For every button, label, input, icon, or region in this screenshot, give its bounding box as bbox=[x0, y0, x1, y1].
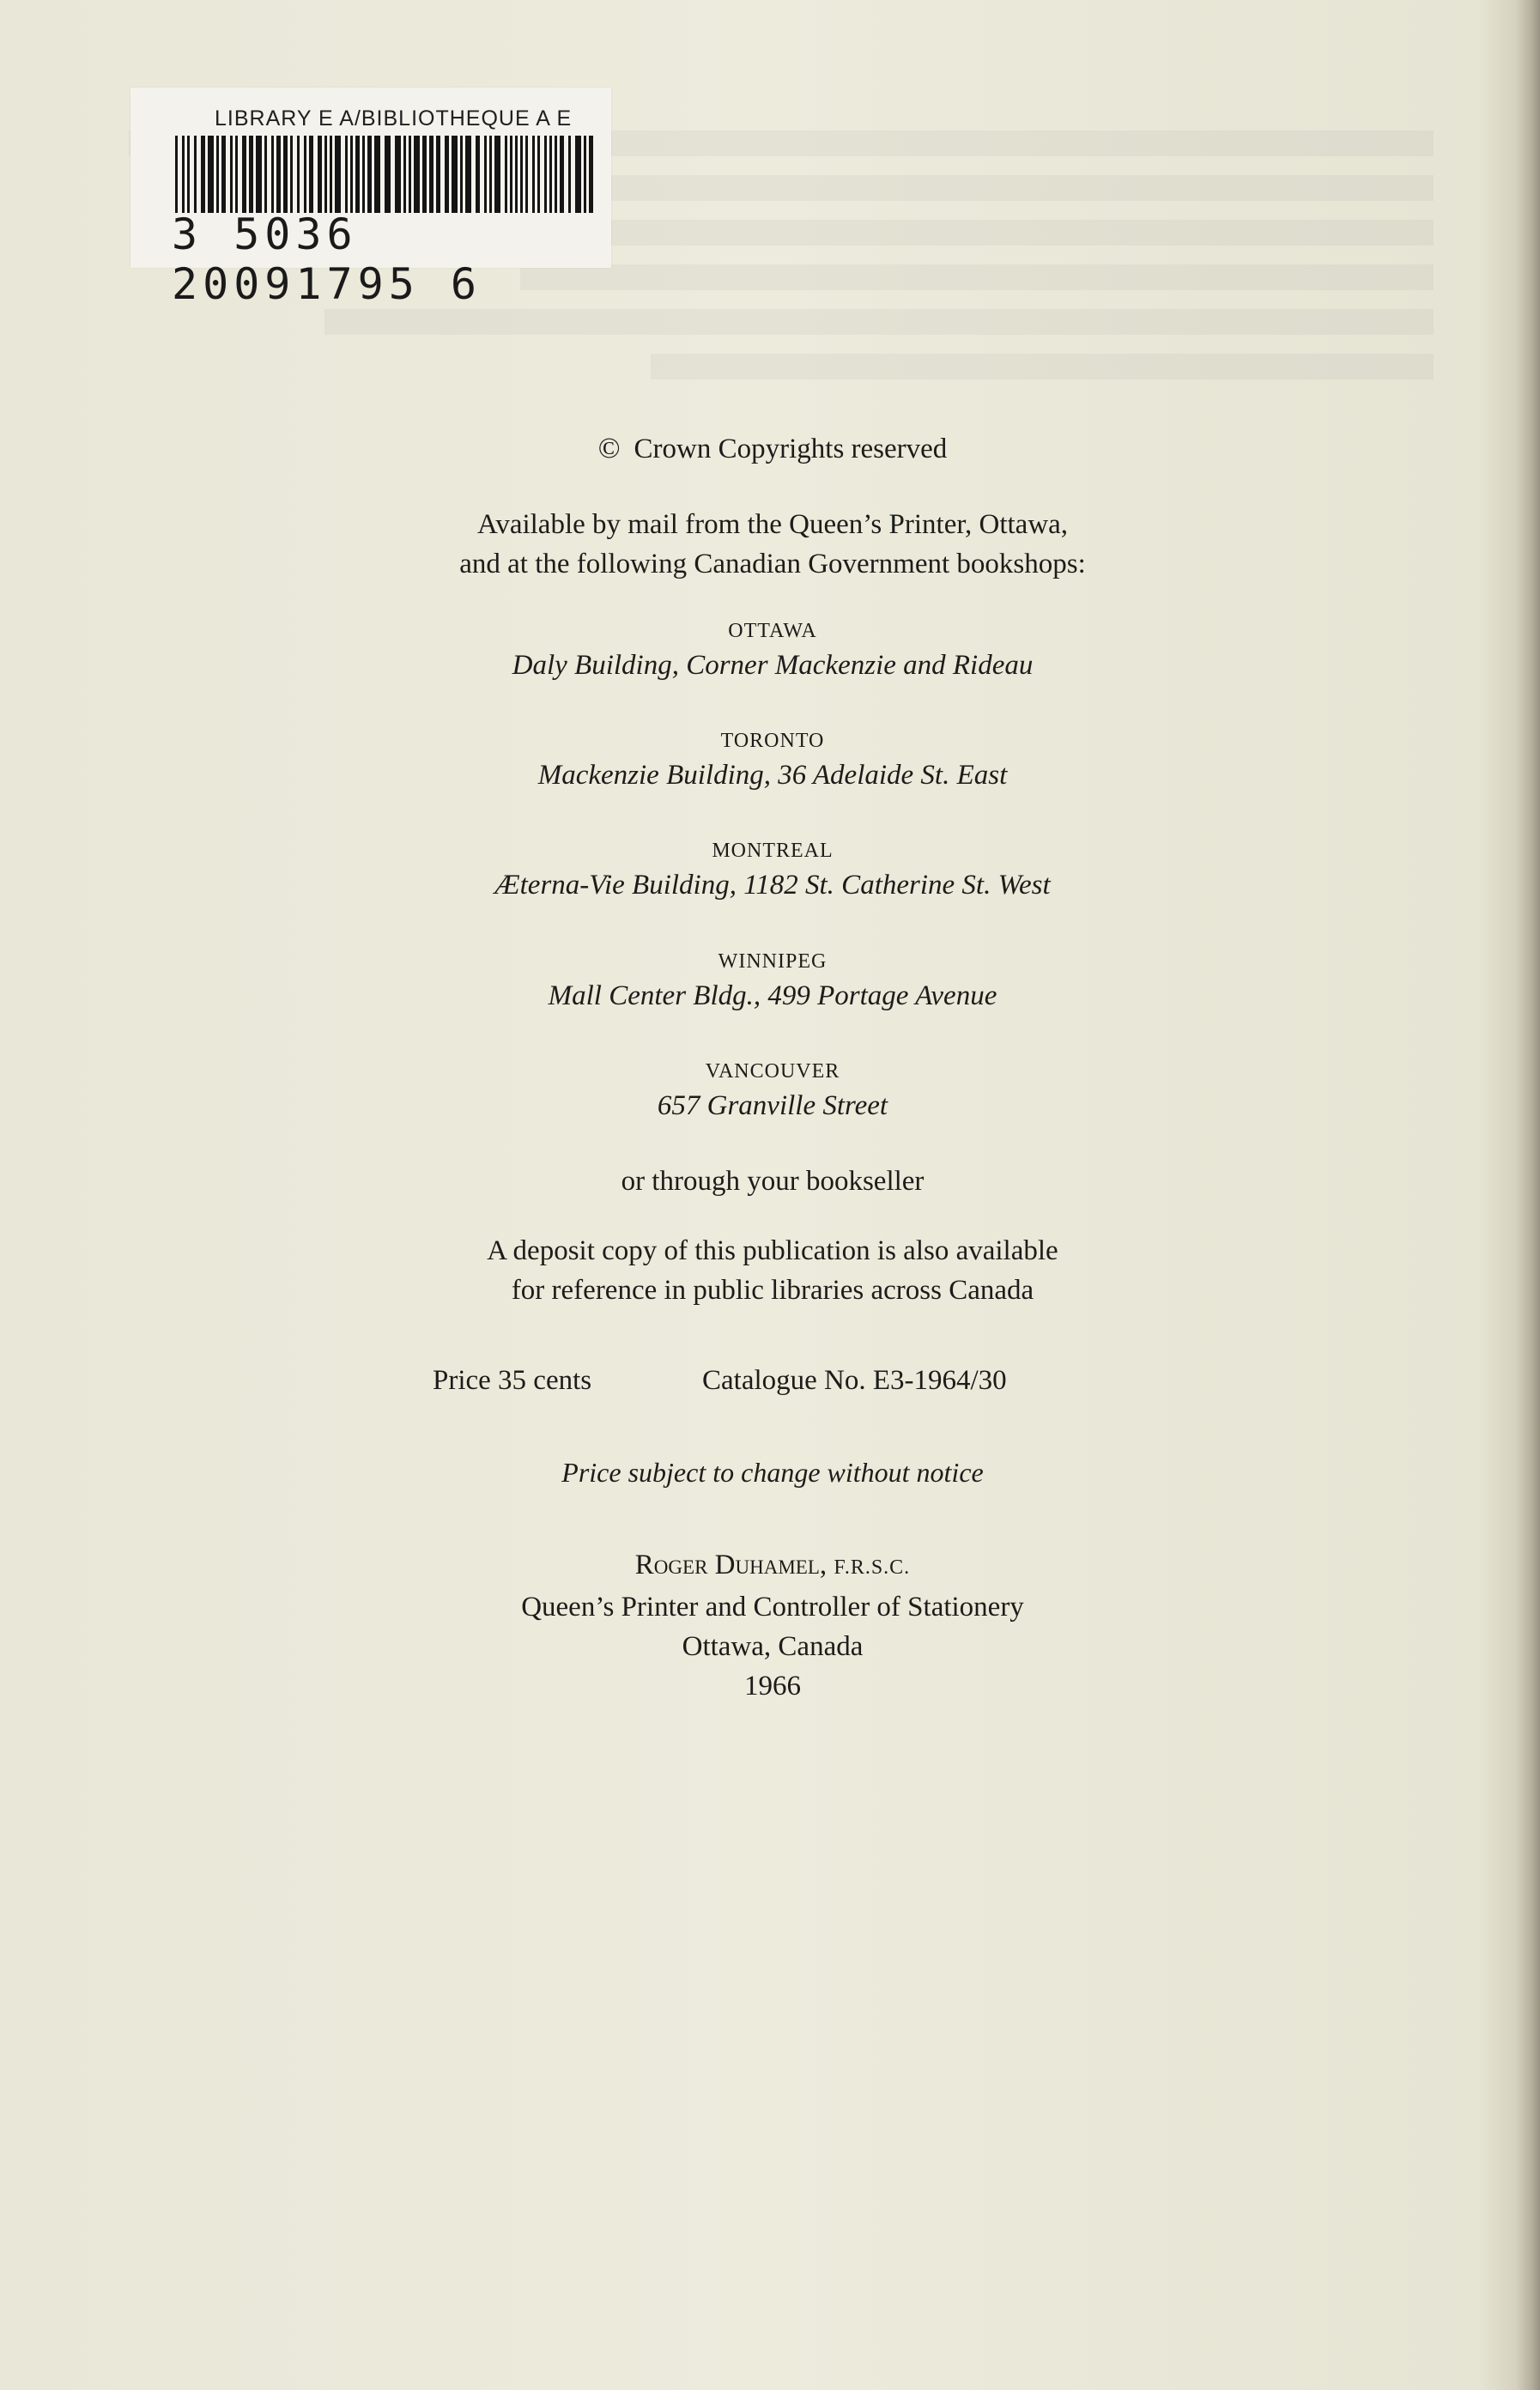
printer-city: Ottawa, Canada bbox=[682, 1631, 864, 1662]
barcode-bar bbox=[560, 136, 564, 213]
barcode-bar bbox=[324, 136, 327, 213]
barcode-bar bbox=[194, 136, 197, 213]
barcode-bar bbox=[201, 136, 205, 213]
barcode-bar bbox=[584, 136, 586, 213]
office-city: MONTREAL bbox=[712, 840, 834, 862]
barcode-bar bbox=[532, 136, 535, 213]
printer-name: Roger Duhamel, bbox=[634, 1550, 828, 1580]
barcode-bar bbox=[230, 136, 233, 213]
barcode-bar bbox=[403, 136, 406, 213]
barcode-bar bbox=[276, 136, 281, 213]
barcode-bar bbox=[505, 136, 507, 213]
office-vancouver bbox=[343, 1057, 1202, 1125]
office-city: WINNIPEG bbox=[718, 950, 828, 973]
barcode-bar bbox=[555, 136, 557, 213]
barcode-bar bbox=[309, 136, 313, 213]
library-barcode-label bbox=[130, 88, 611, 309]
barcode-bar bbox=[489, 136, 492, 213]
printer-title: Queen’s Printer and Controller of Stationery bbox=[521, 1592, 1024, 1623]
printer-name-line bbox=[343, 1545, 1202, 1587]
barcode-bar bbox=[271, 136, 274, 213]
barcode-bar bbox=[235, 136, 238, 213]
bookseller-line: or through your bookseller bbox=[621, 1166, 925, 1197]
office-address: Mackenzie Building, 36 Adelaide St. East bbox=[537, 760, 1008, 791]
availability-line-2: and at the following Canadian Government bookshops: bbox=[459, 549, 1086, 579]
barcode-bar bbox=[395, 136, 401, 213]
barcode-bar bbox=[515, 136, 518, 213]
barcode-bar bbox=[484, 136, 487, 213]
barcode-bar bbox=[510, 136, 512, 213]
barcode-bar bbox=[297, 136, 300, 213]
barcode-bar bbox=[182, 136, 185, 213]
barcode-bar bbox=[208, 136, 214, 213]
barcode-bar bbox=[494, 136, 500, 213]
barcode-bar bbox=[575, 136, 581, 213]
office-city: OTTAWA bbox=[728, 620, 817, 642]
office-address: Mall Center Bldg., 499 Portage Avenue bbox=[548, 980, 997, 1011]
barcode-bar bbox=[335, 136, 341, 213]
barcode-image bbox=[173, 136, 594, 213]
office-address: 657 Granville Street bbox=[657, 1090, 888, 1121]
deposit-statement bbox=[343, 1231, 1202, 1310]
barcode-bar bbox=[568, 136, 571, 213]
barcode-bar bbox=[422, 136, 427, 213]
barcode-bar bbox=[304, 136, 306, 213]
barcode-bar bbox=[187, 136, 190, 213]
barcode-bar bbox=[525, 136, 528, 213]
spine-shadow bbox=[1516, 0, 1540, 2390]
office-winnipeg bbox=[343, 947, 1202, 1016]
barcode-bar bbox=[429, 136, 434, 213]
availability-line-1: Available by mail from the Queen’s Printer, Ottawa, bbox=[476, 509, 1069, 540]
publication-year: 1966 bbox=[744, 1671, 801, 1702]
barcode-bar bbox=[520, 136, 523, 213]
copyright-symbol: © bbox=[597, 433, 621, 464]
office-ottawa bbox=[343, 616, 1202, 685]
copyright-text: Crown Copyrights reserved bbox=[634, 434, 948, 464]
library-label-text: LIBRARY E A/BIBLIOTHEQUE A E bbox=[215, 106, 573, 130]
office-city: VANCOUVER bbox=[705, 1060, 840, 1083]
barcode-bar bbox=[476, 136, 480, 213]
office-address: Daly Building, Corner Mackenzie and Rideau bbox=[512, 650, 1034, 681]
copyright-notice bbox=[343, 429, 1202, 469]
barcode-bar bbox=[549, 136, 552, 213]
barcode-bar bbox=[544, 136, 547, 213]
catalogue-number: Catalogue No. E3-1964/30 bbox=[702, 1365, 1007, 1396]
barcode-bar bbox=[242, 136, 246, 213]
deposit-line-2: for reference in public libraries across Canada bbox=[511, 1275, 1034, 1306]
price-notice: Price subject to change without notice bbox=[561, 1457, 984, 1488]
barcode-bar bbox=[350, 136, 353, 213]
barcode-bar bbox=[460, 136, 463, 213]
barcode-bar bbox=[330, 136, 332, 213]
barcode-bar bbox=[216, 136, 219, 213]
barcode-bar bbox=[589, 136, 593, 213]
barcode-bar bbox=[409, 136, 411, 213]
barcode-bar bbox=[537, 136, 540, 213]
barcode-bar bbox=[414, 136, 420, 213]
barcode-bar bbox=[465, 136, 471, 213]
barcode-bar bbox=[367, 136, 372, 213]
barcode-bar bbox=[355, 136, 360, 213]
availability-statement bbox=[343, 505, 1202, 584]
barcode-bar bbox=[249, 136, 253, 213]
office-city: TORONTO bbox=[720, 730, 825, 752]
barcode-bar bbox=[221, 136, 226, 213]
barcode-bar bbox=[264, 136, 267, 213]
barcode-bar bbox=[283, 136, 288, 213]
printer-fellow: F.R.S.C. bbox=[834, 1556, 911, 1579]
barcode-bar bbox=[374, 136, 380, 213]
printer-block bbox=[343, 1545, 1202, 1706]
barcode-bar bbox=[318, 136, 322, 213]
office-address: Æterna-Vie Building, 1182 St. Catherine St. West bbox=[494, 870, 1051, 901]
barcode-bar bbox=[345, 136, 348, 213]
barcode-number: 3 5036 20091795 6 bbox=[172, 209, 482, 309]
deposit-line-1: A deposit copy of this publication is also available bbox=[487, 1235, 1058, 1266]
barcode-bar bbox=[290, 136, 293, 213]
barcode-bar bbox=[362, 136, 365, 213]
barcode-bar bbox=[445, 136, 449, 213]
barcode-bar bbox=[175, 136, 178, 213]
barcode-bar bbox=[436, 136, 440, 213]
barcode-bar bbox=[452, 136, 458, 213]
price: Price 35 cents bbox=[433, 1365, 592, 1396]
barcode-bar bbox=[256, 136, 262, 213]
barcode-bar bbox=[385, 136, 391, 213]
office-toronto bbox=[343, 726, 1202, 795]
office-montreal bbox=[343, 836, 1202, 905]
